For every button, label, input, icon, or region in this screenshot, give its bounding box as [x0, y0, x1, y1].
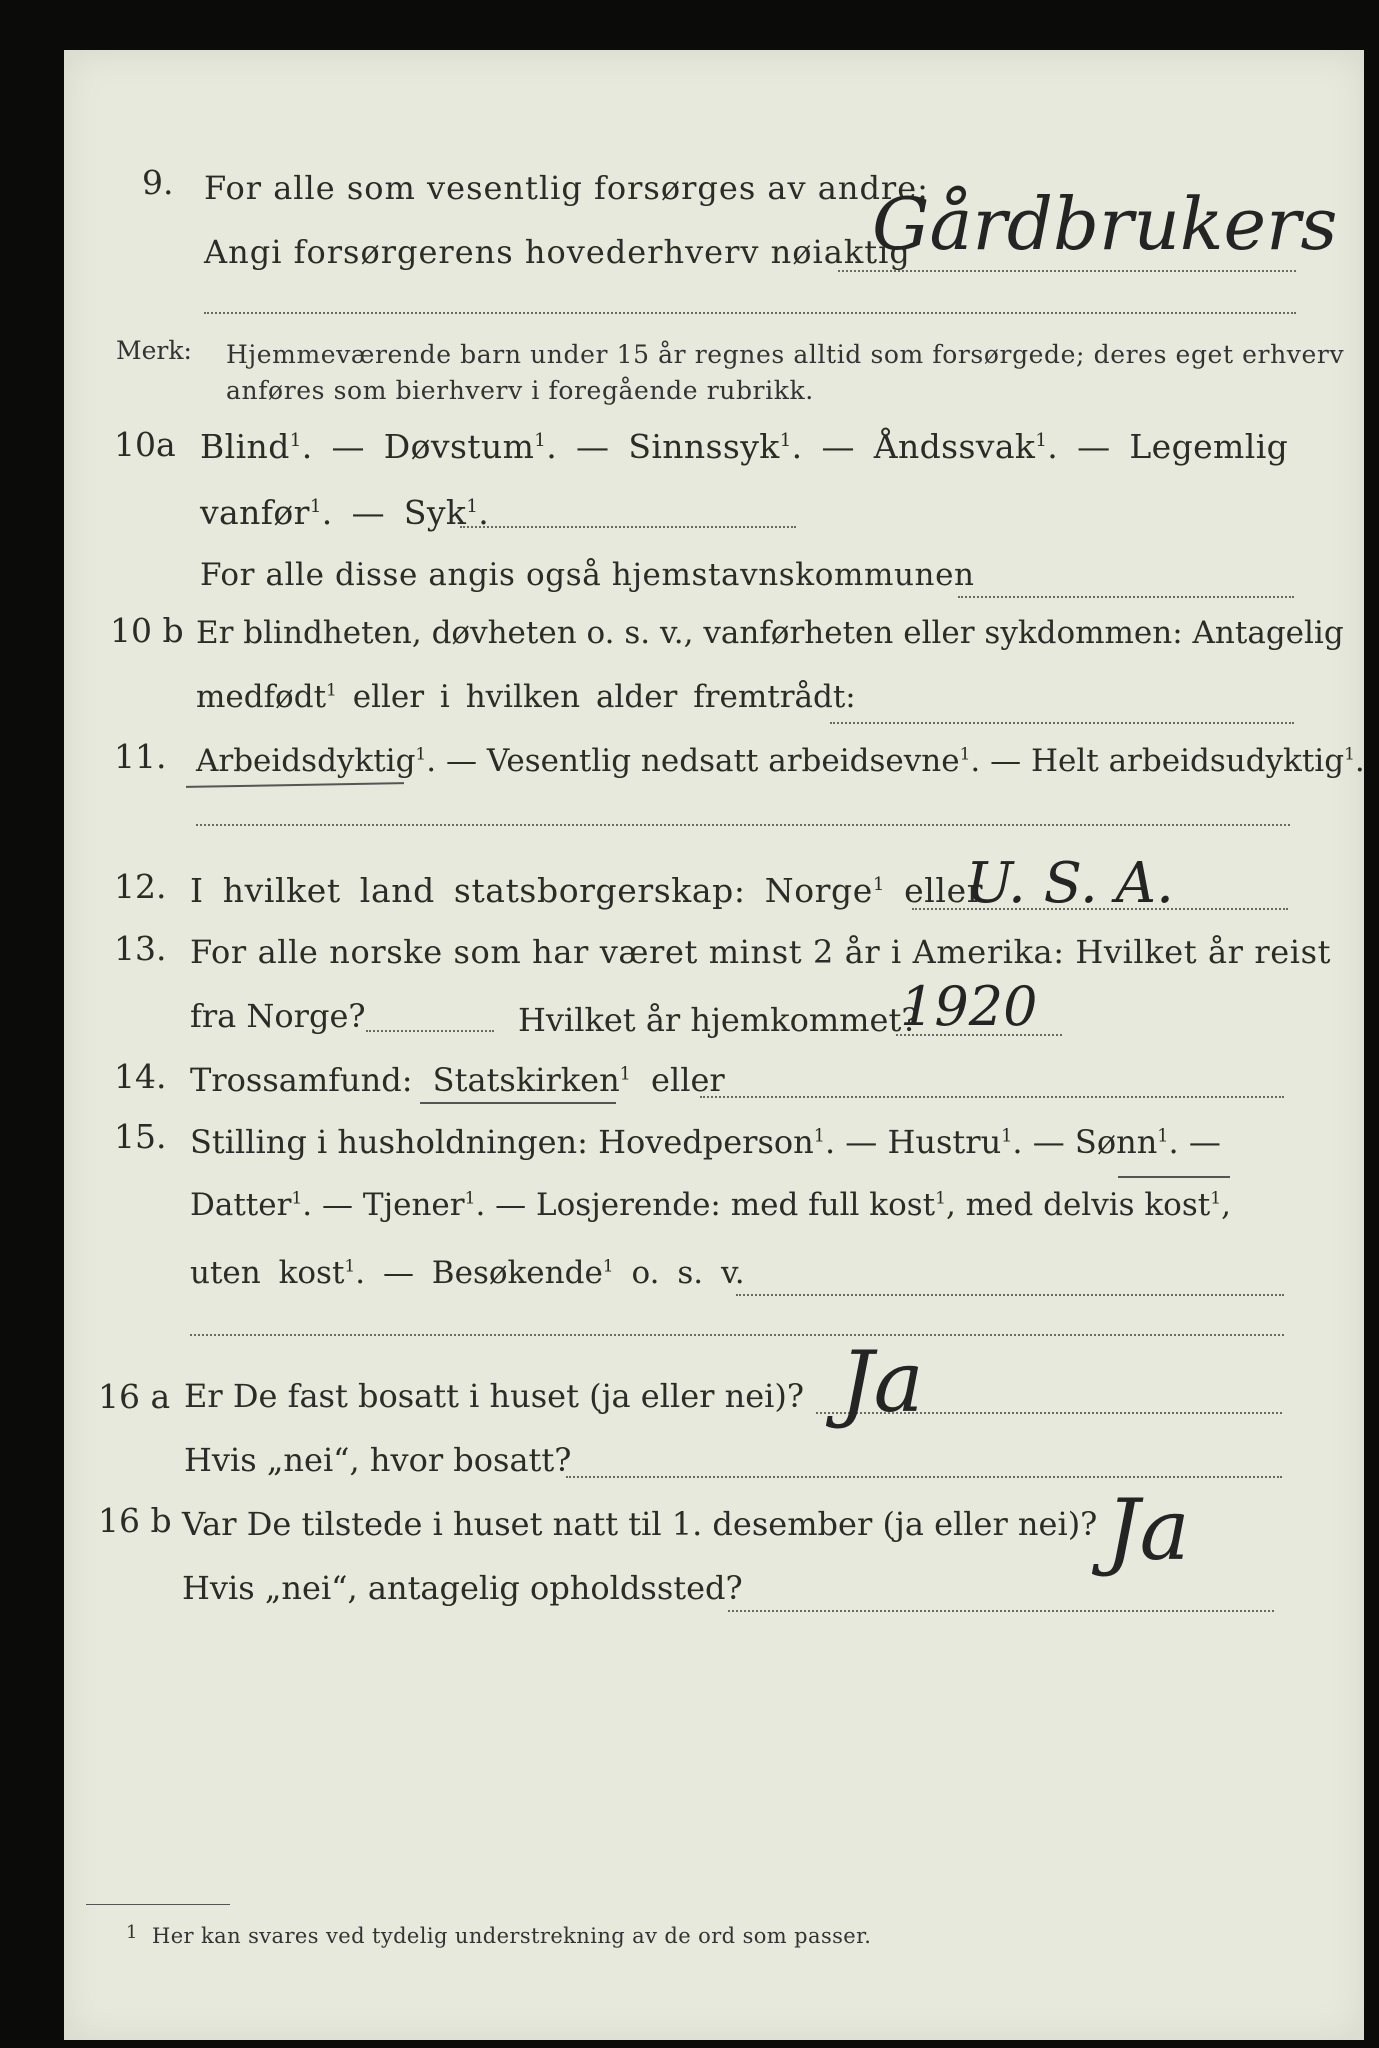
- q9-extra-line: [204, 312, 1296, 314]
- option-sinnssyk: — Sinnssyk: [576, 427, 780, 466]
- option-legemlig: — Legemlig: [1077, 427, 1289, 466]
- q13-line1: For alle norske som har været minst 2 år i Amerika: Hvilket år reist: [190, 933, 1332, 971]
- q10a-line2: vanfør$^1$. — Syk$^1$.: [200, 493, 490, 532]
- option-blind: Blind: [200, 427, 290, 466]
- footnote-rule: [86, 1904, 230, 1905]
- footnote-text: Her kan svares ved tydelig understrekning av de ord som passer.: [152, 1924, 872, 1948]
- merk-label: Merk:: [116, 336, 192, 365]
- option-syk: — Syk: [351, 493, 467, 532]
- q13-reist-answer-line: [366, 1030, 494, 1032]
- option-statskirken: Statskirken: [432, 1061, 620, 1099]
- option-arbeidsdyktig: Arbeidsdyktig: [196, 743, 416, 779]
- q16b-answer-line: [728, 1610, 1274, 1612]
- q10b-answer-line: [830, 722, 1294, 724]
- q15-handwritten-underline: [1118, 1176, 1230, 1178]
- q16a-line2-answer-line: [566, 1476, 1282, 1478]
- q16b-handwritten-answer: Ja: [1106, 1481, 1190, 1579]
- option-dovstum: — Døvstum: [331, 427, 535, 466]
- q9-line1: For alle som vesentlig forsørges av andre:: [204, 169, 929, 207]
- q10b-line2: medfødt$^1$ eller i hvilken alder fremtrådt:: [196, 679, 856, 715]
- q16b-number: 16 b: [98, 1501, 172, 1540]
- q13-line2b: Hvilket år hjemkommet?: [518, 1001, 919, 1039]
- q15-line2: Datter$^1$. — Tjener$^1$. — Losjerende: med full kost$^1$, med delvis kost$^1$,: [190, 1187, 1231, 1223]
- q14-line: Trossamfund: Statskirken$^1$ eller: [190, 1061, 725, 1099]
- q12-line: I hvilket land statsborgerskap: Norge$^1$ eller: [190, 871, 984, 910]
- merk-line2: anføres som bierhverv i foregående rubrikk.: [226, 376, 814, 405]
- option-vanfor: vanfør: [200, 493, 310, 532]
- q16a-number: 16 a: [98, 1377, 171, 1416]
- q15-extra-line: [190, 1334, 1284, 1336]
- q13-line2a: fra Norge?: [190, 997, 366, 1035]
- option-sonn: Sønn: [1074, 1123, 1158, 1161]
- q12-handwritten-answer: U. S. A.: [966, 851, 1174, 916]
- q10a-number: 10a: [114, 425, 176, 464]
- footnote-mark: 1: [126, 1922, 138, 1943]
- q15-line3: uten kost$^1$. — Besøkende$^1$ o. s. v.: [190, 1255, 745, 1291]
- q14-answer-line: [700, 1096, 1284, 1098]
- q14-handwritten-underline: [420, 1102, 616, 1104]
- q16a-line2: Hvis „nei“, hvor bosatt?: [184, 1441, 572, 1479]
- q11-number: 11.: [114, 737, 167, 776]
- q9-number: 9.: [142, 163, 174, 202]
- q10a-line3: For alle disse angis også hjemstavnskommunen: [200, 557, 975, 593]
- q10a-line2-answer-line: [460, 526, 796, 528]
- q10a-line1: Blind$^1$. — Døvstum$^1$. — Sinnssyk$^1$. — Åndssvak$^1$. — Legemlig: [200, 427, 1289, 466]
- q16b-line2: Hvis „nei“, antagelig opholdssted?: [182, 1569, 743, 1607]
- q10a-line3-answer-line: [958, 596, 1294, 598]
- option-norge: Norge: [764, 871, 873, 910]
- q9-line2: Angi forsørgerens hovederhverv nøiaktig: [204, 233, 911, 271]
- q16a-line1: Er De fast bosatt i huset (ja eller nei)?: [184, 1377, 805, 1415]
- option-andssvak: — Åndssvak: [821, 427, 1036, 466]
- q9-handwritten-answer: Gårdbrukers: [872, 182, 1338, 266]
- q16a-handwritten-answer: Ja: [840, 1333, 924, 1431]
- q12-number: 12.: [114, 867, 167, 906]
- q16b-line1: Var De tilstede i huset natt til 1. desember (ja eller nei)?: [182, 1505, 1098, 1543]
- q10b-number: 10 b: [110, 611, 184, 650]
- q13-handwritten-year: 1920: [900, 975, 1038, 1038]
- q13-number: 13.: [114, 929, 167, 968]
- q11-line: Arbeidsdyktig$^1$. — Vesentlig nedsatt arbeidsevne$^1$. — Helt arbeidsudyktig$^1$.: [196, 743, 1365, 779]
- q15-line1: Stilling i husholdningen: Hovedperson$^1$. — Hustru$^1$. — Sønn$^1$. —: [190, 1123, 1221, 1161]
- q9-answer-line: [838, 270, 1296, 272]
- merk-line1: Hjemmeværende barn under 15 år regnes alltid som forsørgede; deres eget erhverv: [226, 340, 1345, 369]
- q15-number: 15.: [114, 1117, 167, 1156]
- q15-answer-line: [736, 1294, 1284, 1296]
- q10b-line1: Er blindheten, døvheten o. s. v., vanførheten eller sykdommen: Antagelig: [196, 615, 1344, 651]
- q14-number: 14.: [114, 1057, 167, 1096]
- q11-answer-line: [196, 824, 1290, 826]
